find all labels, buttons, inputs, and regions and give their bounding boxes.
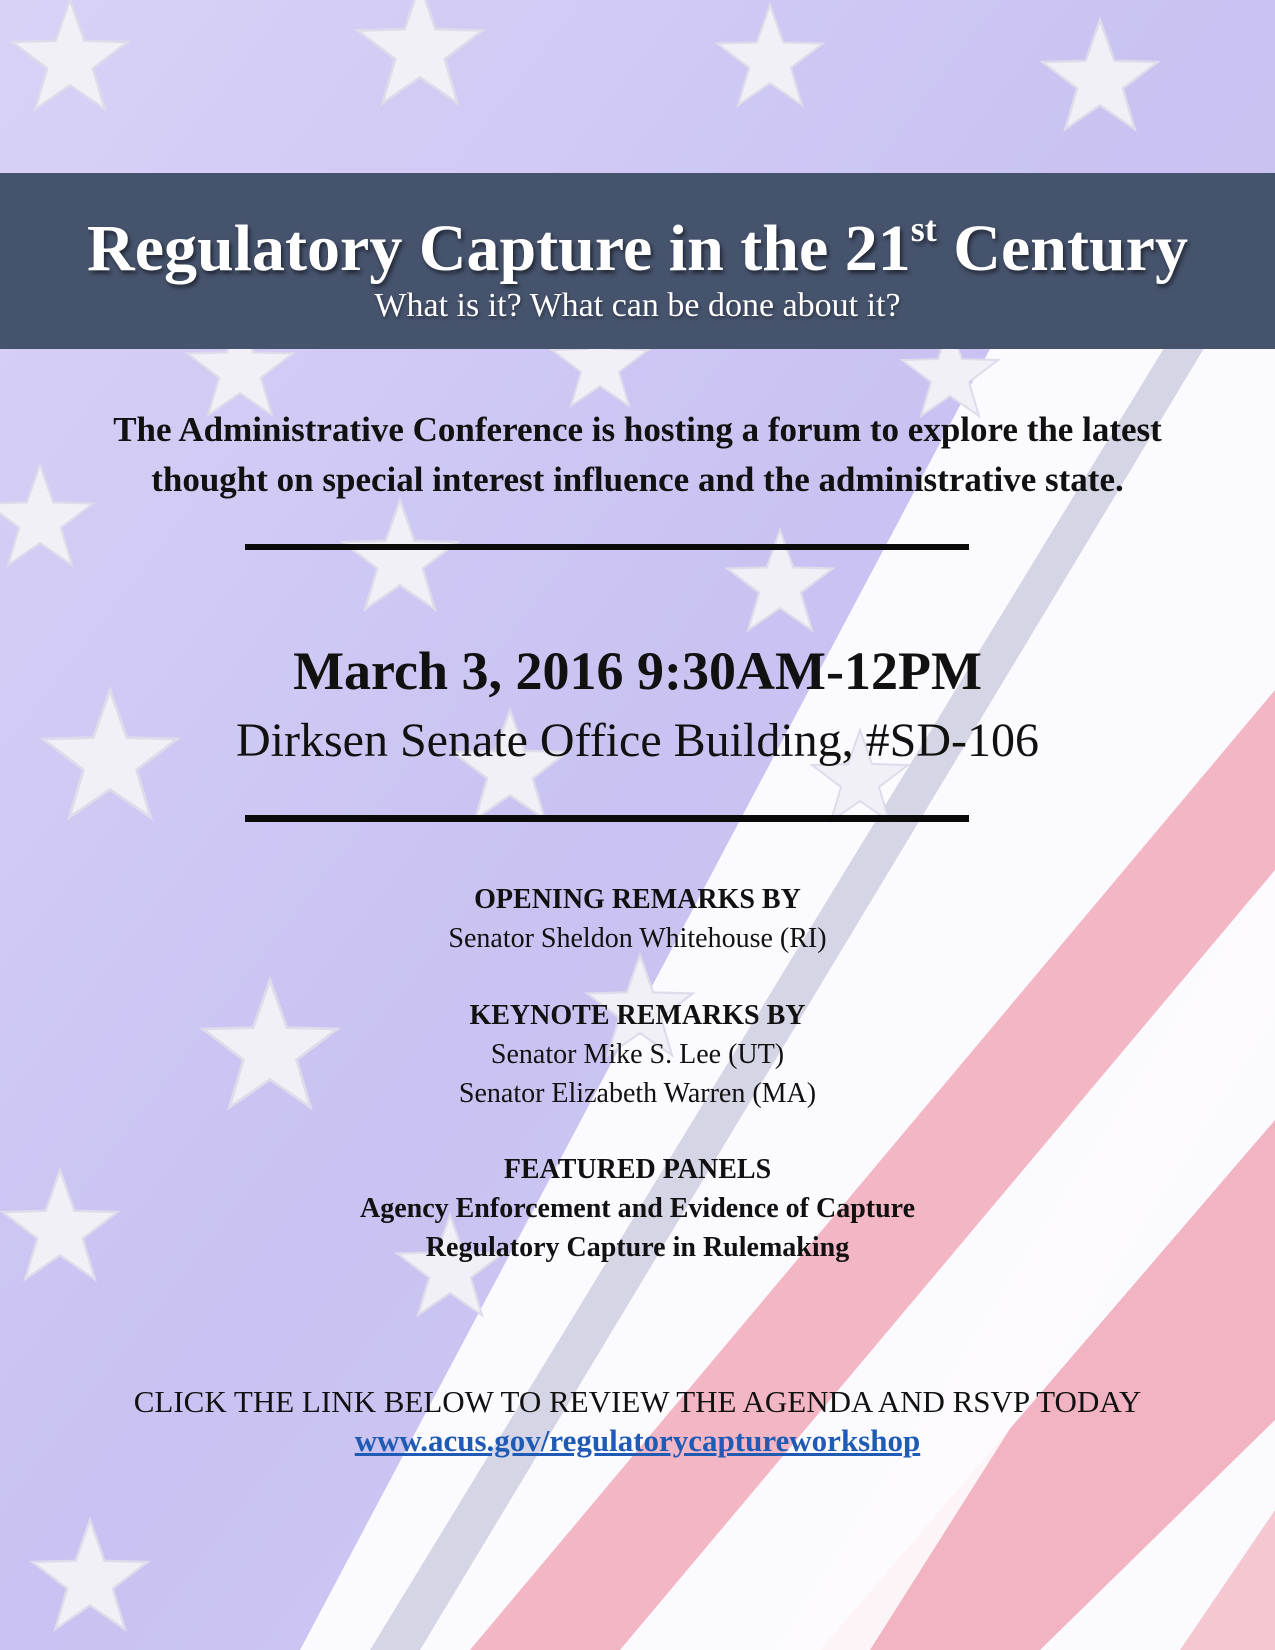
keynote-remarks-section (0, 996, 1275, 1113)
intro-text (40, 405, 1235, 505)
event-venue: Dirksen Senate Office Building, #SD-106 (236, 714, 1039, 767)
rsvp-link-container (0, 1421, 1275, 1461)
speaker-name: Senator Mike S. Lee (UT) (490, 1039, 785, 1070)
speaker-name: Senator Sheldon Whitehouse (RI) (448, 923, 827, 954)
call-to-action: CLICK THE LINK BELOW TO REVIEW THE AGENDA AND RSVP TODAY (133, 1384, 1142, 1419)
title-superscript: st (910, 209, 937, 249)
keynote-heading: KEYNOTE REMARKS BY (469, 1000, 806, 1031)
opening-remarks-section (0, 880, 1275, 958)
divider-top (245, 544, 969, 550)
page-subtitle: What is it? What can be done about it? (374, 287, 901, 324)
opening-heading: OPENING REMARKS BY (474, 884, 801, 915)
intro-line-1: The Administrative Conference is hosting a forum to explore the latest (113, 410, 1162, 449)
panel-title: Agency Enforcement and Evidence of Capture (359, 1193, 916, 1224)
event-date-time: March 3, 2016 9:30AM-12PM (293, 641, 982, 701)
divider-bottom (245, 815, 969, 822)
speaker-name: Senator Elizabeth Warren (MA) (458, 1078, 817, 1109)
intro-line-2: thought on special interest influence and the administrative state. (151, 460, 1124, 499)
rsvp-link[interactable]: www.acus.gov/regulatorycaptureworkshop (354, 1423, 921, 1458)
featured-panels-section (0, 1150, 1275, 1267)
panels-heading: FEATURED PANELS (503, 1154, 772, 1185)
panel-title: Regulatory Capture in Rulemaking (425, 1232, 850, 1263)
page-title: Regulatory Capture in the 21st Century (87, 209, 1188, 285)
